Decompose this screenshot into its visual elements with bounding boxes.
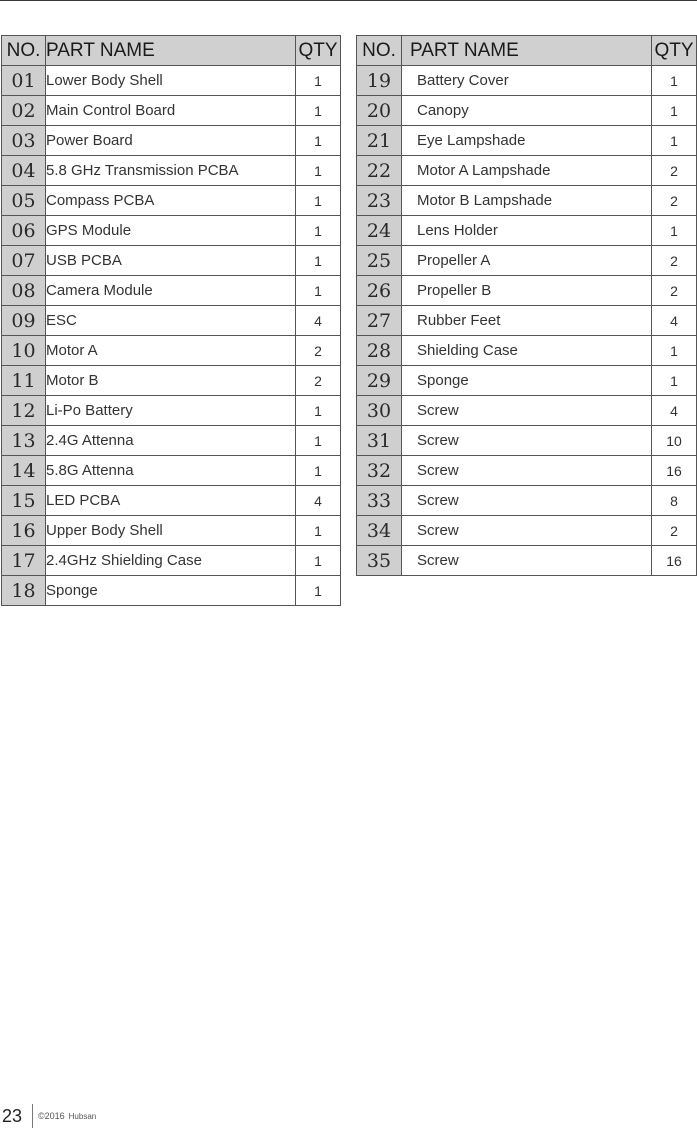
header-part-name: PART NAME: [402, 36, 652, 66]
brand-name: Hubsan: [68, 1112, 97, 1121]
part-name: GPS Module: [46, 216, 296, 246]
table-row: [2, 66, 341, 96]
part-qty: 16: [652, 546, 697, 576]
part-qty: 1: [652, 336, 697, 366]
part-name: Screw: [402, 456, 652, 486]
part-qty: 1: [652, 216, 697, 246]
part-number: 23: [357, 186, 402, 216]
part-name: Shielding Case: [402, 336, 652, 366]
part-number: 27: [357, 306, 402, 336]
top-rule: [0, 0, 697, 1]
copyright-year: ©2016: [38, 1111, 65, 1121]
part-qty: 1: [296, 96, 341, 126]
part-qty: 1: [296, 576, 341, 606]
part-qty: 1: [652, 66, 697, 96]
table-row: [2, 246, 341, 276]
table-row: [357, 276, 697, 306]
part-qty: 1: [296, 156, 341, 186]
table-row: [357, 66, 697, 96]
table-row: [357, 306, 697, 336]
header-part-name: PART NAME: [46, 36, 296, 66]
part-number: 20: [357, 96, 402, 126]
part-number: 10: [2, 336, 46, 366]
part-name: Sponge: [46, 576, 296, 606]
part-name: Upper Body Shell: [46, 516, 296, 546]
table-header-row: [2, 36, 341, 66]
part-number: 08: [2, 276, 46, 306]
part-qty: 1: [296, 396, 341, 426]
part-name: Screw: [402, 396, 652, 426]
table-row: [357, 456, 697, 486]
table-row: [2, 276, 341, 306]
part-number: 35: [357, 546, 402, 576]
table-row: [2, 336, 341, 366]
part-qty: 2: [652, 156, 697, 186]
part-name: Motor A: [46, 336, 296, 366]
part-name: Motor B: [46, 366, 296, 396]
part-qty: 2: [652, 516, 697, 546]
part-name: Compass PCBA: [46, 186, 296, 216]
part-number: 26: [357, 276, 402, 306]
part-name: 5.8 GHz Transmission PCBA: [46, 156, 296, 186]
part-name: Rubber Feet: [402, 306, 652, 336]
table-header-row: [357, 36, 697, 66]
parts-body-left: [2, 66, 341, 606]
part-name: Screw: [402, 546, 652, 576]
part-name: Power Board: [46, 126, 296, 156]
part-qty: 2: [652, 186, 697, 216]
part-name: Propeller A: [402, 246, 652, 276]
part-name: Propeller B: [402, 276, 652, 306]
part-number: 09: [2, 306, 46, 336]
part-number: 22: [357, 156, 402, 186]
table-row: [357, 156, 697, 186]
table-row: [357, 186, 697, 216]
part-qty: 16: [652, 456, 697, 486]
part-number: 25: [357, 246, 402, 276]
table-row: [2, 426, 341, 456]
part-name: USB PCBA: [46, 246, 296, 276]
table-row: [2, 576, 341, 606]
table-row: [357, 366, 697, 396]
table-row: [357, 426, 697, 456]
part-qty: 1: [652, 366, 697, 396]
part-qty: 2: [296, 336, 341, 366]
part-qty: 4: [296, 486, 341, 516]
part-number: 19: [357, 66, 402, 96]
part-name: 2.4GHz Shielding Case: [46, 546, 296, 576]
part-number: 18: [2, 576, 46, 606]
table-row: [2, 156, 341, 186]
part-number: 16: [2, 516, 46, 546]
part-qty: 1: [296, 546, 341, 576]
part-qty: 1: [296, 246, 341, 276]
part-qty: 1: [652, 96, 697, 126]
part-name: Lens Holder: [402, 216, 652, 246]
part-name: Screw: [402, 516, 652, 546]
part-qty: 1: [296, 186, 341, 216]
part-number: 14: [2, 456, 46, 486]
part-name: 2.4G Attenna: [46, 426, 296, 456]
part-qty: 2: [652, 246, 697, 276]
part-qty: 4: [296, 306, 341, 336]
part-name: Screw: [402, 426, 652, 456]
part-qty: 10: [652, 426, 697, 456]
part-name: Eye Lampshade: [402, 126, 652, 156]
table-row: [2, 456, 341, 486]
table-row: [357, 246, 697, 276]
table-row: [2, 96, 341, 126]
footer-divider: [32, 1104, 33, 1128]
table-row: [2, 366, 341, 396]
part-number: 01: [2, 66, 46, 96]
part-name: Battery Cover: [402, 66, 652, 96]
part-number: 28: [357, 336, 402, 366]
table-row: [357, 546, 697, 576]
part-number: 04: [2, 156, 46, 186]
part-qty: 2: [296, 366, 341, 396]
part-number: 33: [357, 486, 402, 516]
part-number: 34: [357, 516, 402, 546]
header-qty: QTY: [652, 36, 697, 66]
table-row: [357, 396, 697, 426]
part-name: Main Control Board: [46, 96, 296, 126]
table-row: [357, 516, 697, 546]
part-qty: 1: [296, 456, 341, 486]
part-number: 31: [357, 426, 402, 456]
part-qty: 1: [652, 126, 697, 156]
page-number: 23: [2, 1106, 23, 1126]
table-row: [2, 126, 341, 156]
table-row: [2, 486, 341, 516]
part-number: 03: [2, 126, 46, 156]
part-number: 30: [357, 396, 402, 426]
part-number: 24: [357, 216, 402, 246]
copyright-notice: [38, 1111, 96, 1121]
table-row: [357, 96, 697, 126]
part-name: Li-Po Battery: [46, 396, 296, 426]
header-qty: QTY: [296, 36, 341, 66]
table-row: [2, 396, 341, 426]
part-qty: 1: [296, 216, 341, 246]
parts-table-left: [1, 35, 341, 606]
part-qty: 2: [652, 276, 697, 306]
part-name: Lower Body Shell: [46, 66, 296, 96]
table-row: [2, 546, 341, 576]
part-name: Motor B Lampshade: [402, 186, 652, 216]
part-qty: 4: [652, 396, 697, 426]
part-name: Canopy: [402, 96, 652, 126]
page-footer: [0, 1104, 200, 1128]
table-row: [357, 126, 697, 156]
table-row: [2, 306, 341, 336]
part-qty: 1: [296, 276, 341, 306]
part-name: Motor A Lampshade: [402, 156, 652, 186]
part-qty: 1: [296, 66, 341, 96]
part-number: 21: [357, 126, 402, 156]
part-number: 29: [357, 366, 402, 396]
part-qty: 1: [296, 426, 341, 456]
part-qty: 4: [652, 306, 697, 336]
parts-table-right: [356, 35, 697, 576]
table-row: [2, 216, 341, 246]
part-number: 17: [2, 546, 46, 576]
part-qty: 1: [296, 516, 341, 546]
header-no: NO.: [2, 36, 46, 66]
part-number: 05: [2, 186, 46, 216]
table-row: [357, 486, 697, 516]
part-name: Screw: [402, 486, 652, 516]
part-number: 02: [2, 96, 46, 126]
part-number: 13: [2, 426, 46, 456]
part-name: LED PCBA: [46, 486, 296, 516]
part-qty: 1: [296, 126, 341, 156]
part-number: 12: [2, 396, 46, 426]
part-number: 06: [2, 216, 46, 246]
header-no: NO.: [357, 36, 402, 66]
part-name: 5.8G Attenna: [46, 456, 296, 486]
part-name: Sponge: [402, 366, 652, 396]
table-row: [357, 336, 697, 366]
part-number: 32: [357, 456, 402, 486]
table-row: [2, 186, 341, 216]
part-number: 15: [2, 486, 46, 516]
table-row: [357, 216, 697, 246]
part-qty: 8: [652, 486, 697, 516]
part-name: Camera Module: [46, 276, 296, 306]
table-row: [2, 516, 341, 546]
part-name: ESC: [46, 306, 296, 336]
parts-body-right: [357, 66, 697, 576]
part-number: 11: [2, 366, 46, 396]
part-number: 07: [2, 246, 46, 276]
